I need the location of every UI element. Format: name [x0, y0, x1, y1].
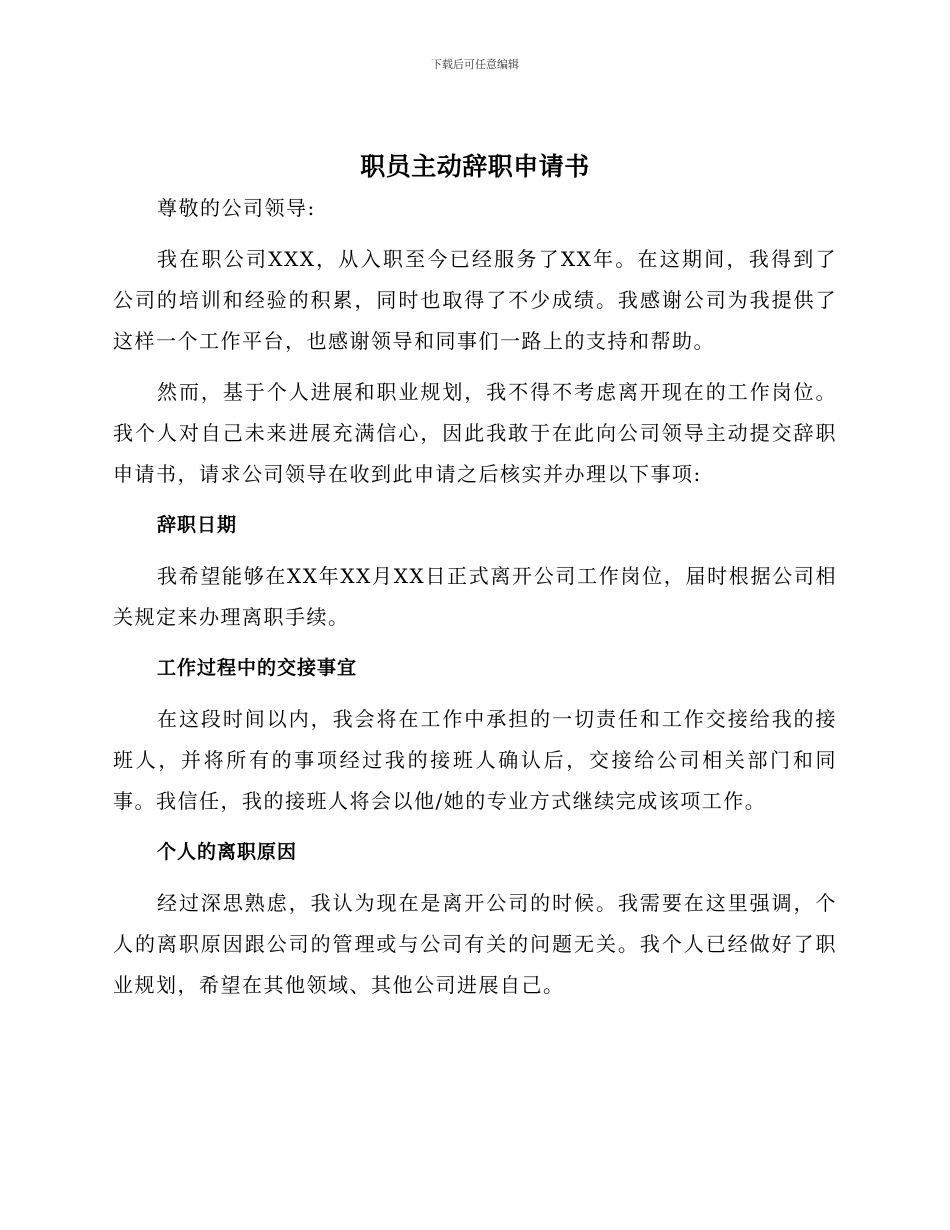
document-body	[113, 188, 837, 1006]
heading-resignation-date: 辞职日期	[157, 514, 238, 536]
paragraph-personal-reason: 经过深思熟虑，我认为现在是离开公司的时候。我需要在这里强调，个人的离职原因跟公司的管理或与公司有关的问题无关。我个人已经做好了职业规划，希望在其他领域、其他公司进展自己。	[113, 891, 837, 997]
salutation: 尊敬的公司领导:	[157, 196, 316, 220]
header-note: 下载后可任意编辑	[431, 58, 519, 71]
paragraph-date: 我希望能够在XX年XX月XX日正式离开公司工作岗位，届时根据公司相关规定来办理离职手续。	[113, 564, 837, 629]
heading-handover: 工作过程中的交接事宜	[157, 657, 358, 679]
paragraph-intro: 我在职公司XXX，从入职至今已经服务了XX年。在这期间，我得到了公司的培训和经验的积累，同时也取得了不少成绩。我感谢公司为我提供了这样一个工作平台，也感谢领导和同事们一路上的支持和帮助。	[113, 247, 837, 353]
paragraph-reason-request: 然而，基于个人进展和职业规划，我不得不考虑离开现在的工作岗位。我个人对自己未来进展充满信心，因此我敢于在此向公司领导主动提交辞职申请书，请求公司领导在收到此申请之后核实并办理以下事项:	[113, 380, 837, 486]
paragraph-handover: 在这段时间以内，我会将在工作中承担的一切责任和工作交接给我的接班人，并将所有的事项经过我的接班人确认后，交接给公司相关部门和同事。我信任，我的接班人将会以他/她的专业方式继续完成该项工作。	[113, 707, 837, 813]
heading-personal-reason: 个人的离职原因	[157, 841, 298, 863]
document-title: 职员主动辞职申请书	[360, 152, 590, 181]
